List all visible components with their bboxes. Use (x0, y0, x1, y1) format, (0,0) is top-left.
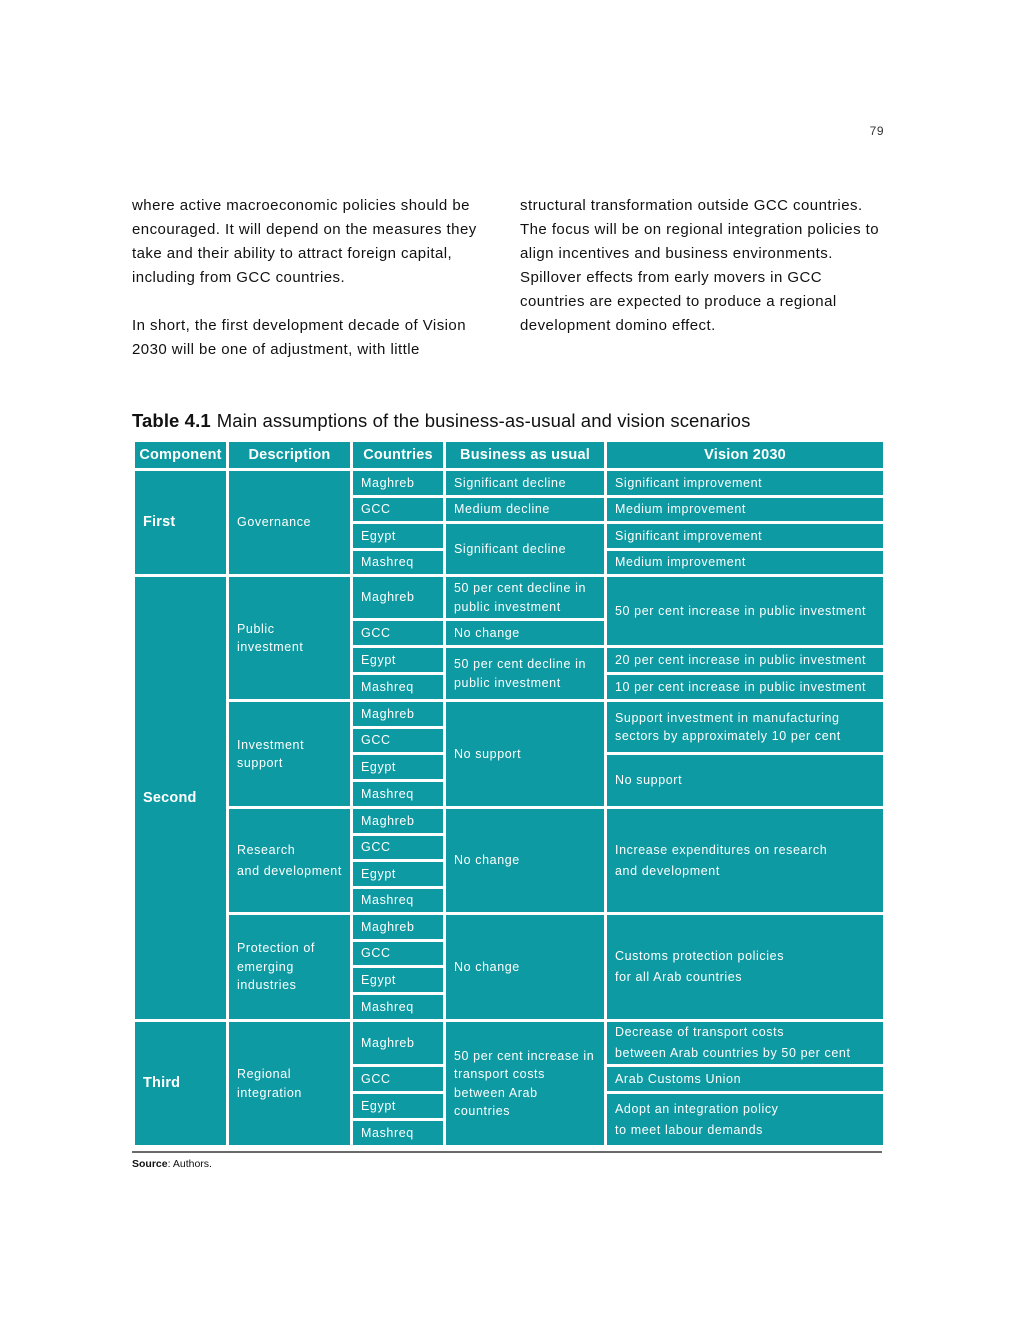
vision-cell: Arab Customs Union (607, 1067, 883, 1091)
country-cell: Mashreq (353, 675, 443, 699)
source-text: : Authors. (167, 1158, 212, 1170)
description-protection: Protection of emerging industries (229, 915, 350, 1019)
country-cell: Mashreq (353, 782, 443, 806)
component-first: First (135, 471, 226, 574)
body-column-left (132, 194, 502, 362)
page-number: 79 (869, 124, 884, 138)
description-research-development (229, 809, 350, 912)
header-description: Description (229, 442, 350, 468)
country-cell: Mashreq (353, 995, 443, 1019)
country-cell: GCC (353, 942, 443, 965)
header-component: Component (135, 442, 226, 468)
vision-cell: 50 per cent increase in public investment (607, 577, 883, 645)
bau-cell: Significant decline (446, 471, 604, 495)
vision-line: to meet labour demands (615, 1122, 764, 1137)
vision-line: for all Arab countries (615, 970, 743, 984)
header-countries: Countries (353, 442, 443, 468)
country-cell: GCC (353, 1067, 443, 1091)
bau-cell: 50 per cent decline in public investment (446, 648, 604, 699)
bau-cell: No change (446, 621, 604, 645)
country-cell: Egypt (353, 1094, 443, 1118)
country-cell: Egypt (353, 648, 443, 672)
vision-cell: 10 per cent increase in public investment (607, 675, 883, 699)
country-cell: Maghreb (353, 809, 443, 833)
source-note (132, 1158, 212, 1170)
country-cell: Egypt (353, 755, 443, 779)
vision-cell: Medium improvement (607, 498, 883, 521)
country-cell: GCC (353, 498, 443, 521)
description-line: Research (237, 842, 296, 857)
vision-cell (607, 1094, 883, 1145)
vision-line: and development (615, 863, 720, 878)
table-bottom-rule (132, 1151, 882, 1153)
table-caption (132, 410, 750, 432)
vision-cell: Medium improvement (607, 551, 883, 574)
country-cell: Maghreb (353, 577, 443, 618)
paragraph: where active macroeconomic policies should be encouraged. It will depend on the measures they take and their ability to attract foreign capital, including from GCC countries. (132, 197, 477, 286)
vision-line: Adopt an integration policy (615, 1101, 779, 1116)
vision-cell (607, 809, 883, 912)
paragraph: In short, the first development decade of Vision 2030 will be one of adjustment, with little (132, 317, 467, 358)
bau-cell: No support (446, 702, 604, 806)
country-cell: GCC (353, 621, 443, 645)
vision-cell (607, 915, 883, 1019)
country-cell: Maghreb (353, 471, 443, 495)
bau-cell: Significant decline (446, 524, 604, 574)
description-governance: Governance (229, 471, 350, 574)
bau-cell: 50 per cent decline in public investment (446, 577, 604, 618)
description-public-investment: Public investment (229, 577, 350, 699)
vision-cell (607, 1022, 883, 1064)
vision-cell: Significant improvement (607, 524, 883, 548)
source-label: Source (132, 1158, 168, 1170)
country-cell: Mashreq (353, 551, 443, 574)
country-cell: Maghreb (353, 1022, 443, 1064)
vision-cell: Support investment in manufacturing sectors by approximately 10 per cent (607, 702, 883, 752)
country-cell: GCC (353, 836, 443, 859)
vision-cell: No support (607, 755, 883, 806)
country-cell: Mashreq (353, 889, 443, 912)
vision-line: between Arab countries by 50 per cent (615, 1046, 851, 1060)
description-regional-integration: Regional integration (229, 1022, 350, 1145)
country-cell: Maghreb (353, 702, 443, 726)
country-cell: Egypt (353, 862, 443, 886)
bau-cell: No change (446, 915, 604, 1019)
bau-cell: 50 per cent increase in transport costs between Arab countries (446, 1022, 604, 1145)
country-cell: GCC (353, 729, 443, 752)
bau-cell: Medium decline (446, 498, 604, 521)
component-third: Third (135, 1022, 226, 1145)
vision-line: Decrease of transport costs (615, 1025, 785, 1039)
vision-line: Customs protection policies (615, 949, 785, 963)
vision-cell: 20 per cent increase in public investment (607, 648, 883, 672)
table-number: Table 4.1 (132, 410, 211, 431)
bau-cell: No change (446, 809, 604, 912)
component-second: Second (135, 577, 226, 1019)
description-line: and development (237, 863, 342, 878)
header-business-as-usual: Business as usual (446, 442, 604, 468)
assumptions-table (132, 440, 886, 1147)
vision-cell: Significant improvement (607, 471, 883, 495)
header-vision-2030: Vision 2030 (607, 442, 883, 468)
table-title: Main assumptions of the business-as-usual and vision scenarios (216, 410, 751, 431)
country-cell: Maghreb (353, 915, 443, 939)
vision-line: Increase expenditures on research (615, 842, 828, 857)
country-cell: Egypt (353, 524, 443, 548)
country-cell: Mashreq (353, 1121, 443, 1145)
paragraph: structural transformation outside GCC countries. The focus will be on regional integration policies to align incentives and business environments. Spillover effects from early movers in GCC countries are expected to produce a regional development domino effect. (520, 197, 880, 334)
description-investment-support: Investment support (229, 702, 350, 806)
country-cell: Egypt (353, 968, 443, 992)
body-column-right (520, 194, 884, 338)
